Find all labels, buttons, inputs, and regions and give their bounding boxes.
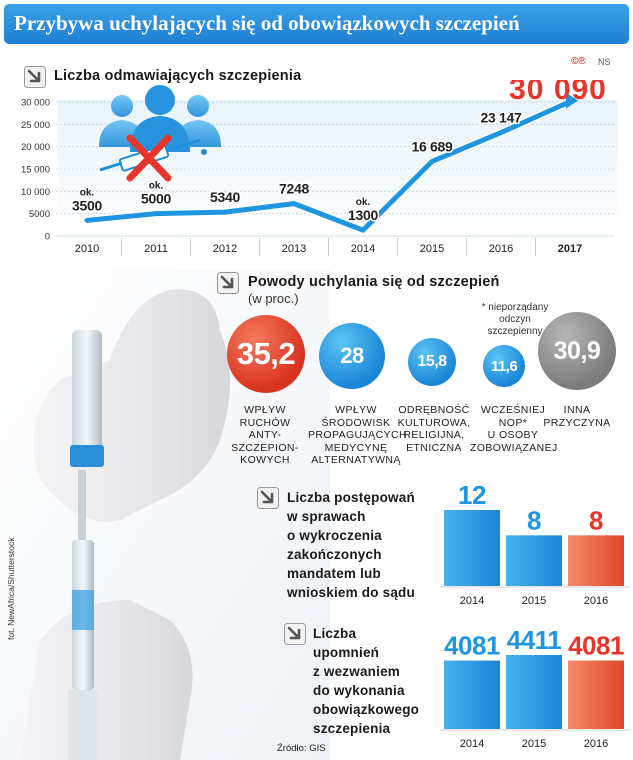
x-tick-label: 2014 xyxy=(350,243,376,255)
title-bar xyxy=(4,4,629,44)
reason-bubble: 35,2 xyxy=(227,315,305,393)
bar xyxy=(444,661,500,729)
y-tick-label: 15 000 xyxy=(20,164,50,176)
data-label-prefix: ok. xyxy=(79,187,95,199)
reasons-subtitle: (w proc.) xyxy=(248,291,299,306)
data-label: 23 147 xyxy=(480,109,522,126)
data-label: 5000 xyxy=(141,190,171,207)
needle xyxy=(78,470,86,540)
line-chart xyxy=(0,80,633,260)
y-tick-label: 20 000 xyxy=(20,142,50,154)
reason-label: WPŁYW RUCHÓW ANTY- SZCZEPION- KOWYCH xyxy=(231,404,299,466)
proceedings-title: Liczba postępowań w sprawach o wykroczenia zakończonych mandatem lub wnioskiem do sądu xyxy=(287,490,415,600)
bar-value-label: 4081 xyxy=(568,630,624,661)
syringe-fill xyxy=(72,590,94,630)
x-tick-label: 2010 xyxy=(74,243,100,255)
line-chart-title: Liczba odmawiających szczepienia xyxy=(54,68,302,84)
data-label-prefix: ok. xyxy=(355,197,371,209)
reason-bubble: 15,8 xyxy=(408,338,456,386)
data-label: 30 090 xyxy=(509,80,607,106)
source-note: Źródło: GIS xyxy=(277,743,326,754)
x-tick-label: 2015 xyxy=(419,243,445,255)
data-label: 1300 xyxy=(348,207,378,224)
x-tick-label: 2016 xyxy=(583,595,609,607)
reason-label: WCZEŚNIEJ NOP* U OSOBY ZOBOWIĄZANEJ xyxy=(470,404,558,454)
y-tick-label: 0 xyxy=(44,231,50,243)
bar-value-label: 12 xyxy=(458,480,486,510)
arrow-down-right-icon xyxy=(284,623,306,645)
arrow-down-right-icon xyxy=(217,272,239,294)
reason-bubble: 30,9 xyxy=(538,312,616,390)
bar-value-label: 4411 xyxy=(506,625,562,655)
bar-value-label: 8 xyxy=(589,505,603,536)
reasons-title: Powody uchylania się od szczepień xyxy=(248,274,500,290)
data-label: 7248 xyxy=(279,180,309,197)
x-tick-label: 2014 xyxy=(459,738,485,750)
bar xyxy=(568,535,624,586)
page-title: Przybywa uchylających się od obowiązkowych szczepień xyxy=(14,11,520,35)
photo-credit: fot. NewAfrica/Shutterstock xyxy=(6,537,16,640)
bar xyxy=(506,535,562,586)
bar-value-label: 4081 xyxy=(444,630,500,661)
data-label-prefix: ok. xyxy=(148,180,164,192)
bar-value-label: 8 xyxy=(527,505,541,536)
data-label: 3500 xyxy=(72,197,102,214)
x-tick-label: 2013 xyxy=(281,243,307,255)
x-tick-label: 2015 xyxy=(521,738,547,750)
syringe-plunger xyxy=(68,690,98,760)
reason-label: ODRĘBNOŚĆ KULTUROWA, RELIGIJNA, ETNICZNA xyxy=(397,404,471,454)
x-tick-label: 2012 xyxy=(212,243,238,255)
arrow-down-right-icon xyxy=(257,487,279,509)
x-tick-label: 2016 xyxy=(583,738,609,750)
y-tick-label: 30 000 xyxy=(20,97,50,109)
x-tick-label: 2017 xyxy=(557,243,583,255)
y-tick-label: 25 000 xyxy=(20,119,50,131)
copyright-suffix: NS xyxy=(598,57,611,67)
x-tick-label: 2015 xyxy=(521,595,547,607)
bar xyxy=(444,510,500,586)
warnings-title: Liczba upomnień z wezwaniem do wykonania obowiązkowego szczepienia xyxy=(313,626,420,736)
copyright-mark: ©℗ xyxy=(571,56,586,67)
bar xyxy=(506,655,562,729)
proceedings-bar-chart xyxy=(440,478,630,610)
x-tick-label: 2011 xyxy=(144,243,168,255)
y-tick-label: 5000 xyxy=(28,209,50,221)
reason-label: INNA PRZYCZYNA xyxy=(543,404,611,429)
warnings-bar-chart xyxy=(440,615,630,757)
y-tick-label: 10 000 xyxy=(20,186,50,198)
vial xyxy=(72,330,102,450)
data-label: 5340 xyxy=(210,189,240,206)
nop-footnote: * nieporządany odczyn szczepienny xyxy=(481,302,549,337)
reason-bubble: 11,6 xyxy=(483,345,525,387)
reason-bubble: 28 xyxy=(319,323,385,389)
vial-cap xyxy=(70,445,104,467)
data-label: 16 689 xyxy=(411,138,453,155)
x-tick-label: 2014 xyxy=(459,595,485,607)
x-tick-label: 2016 xyxy=(488,243,514,255)
reason-label: WPŁYW ŚRODOWISK PROPAGUJĄCYCH MEDYCYNĘ ALTERNATYWNĄ xyxy=(308,404,407,466)
bar xyxy=(568,661,624,729)
